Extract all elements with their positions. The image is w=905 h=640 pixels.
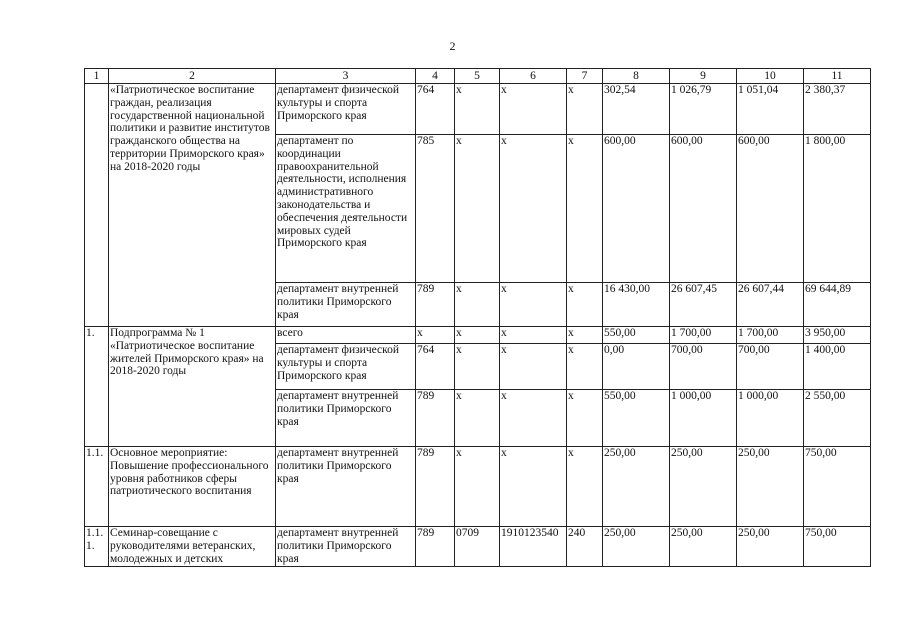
rzpr-cell: х <box>455 344 500 390</box>
year-2020-cell: 700,00 <box>737 344 804 390</box>
csr-cell: х <box>500 283 567 327</box>
csr-cell: х <box>500 447 567 527</box>
year-2018-cell: 250,00 <box>603 447 670 527</box>
year-2019-cell: 250,00 <box>670 527 737 567</box>
header-cell: 11 <box>804 69 871 84</box>
kvsr-cell: 764 <box>416 344 455 390</box>
header-cell: 5 <box>455 69 500 84</box>
year-2019-cell: 700,00 <box>670 344 737 390</box>
header-cell: 4 <box>416 69 455 84</box>
item-name-cell: Семинар-совещание с руководителями ветеранских, молодежных и детских <box>109 527 276 567</box>
rzpr-cell: х <box>455 447 500 527</box>
rzpr-cell: х <box>455 390 500 447</box>
executor-cell: департамент по координации правоохранительной деятельности, исполнения административного законодательства и обеспечения деятельности мировых судей Приморского края <box>276 135 416 283</box>
vr-cell: х <box>567 327 603 344</box>
csr-cell: х <box>500 327 567 344</box>
executor-cell: департамент физической культуры и спорта Приморского края <box>276 344 416 390</box>
executor-cell: департамент внутренней политики Приморского края <box>276 390 416 447</box>
item-name-cell: «Патриотическое воспитание граждан, реализация государственной национальной политики и развитие институтов гражданского общества на территории Приморского края» на 2018-2020 годы <box>109 84 276 327</box>
item-name-cell: Основное мероприятие: Повышение профессионального уровня работников сферы патриотического воспитания <box>109 447 276 527</box>
csr-cell: х <box>500 390 567 447</box>
header-row <box>85 69 871 84</box>
table-body <box>85 84 871 567</box>
item-code-cell: 1. <box>85 327 109 447</box>
year-2019-cell: 250,00 <box>670 447 737 527</box>
header-cell: 3 <box>276 69 416 84</box>
total-cell: 1 400,00 <box>804 344 871 390</box>
executor-cell: департамент физической культуры и спорта Приморского края <box>276 84 416 135</box>
budget-table <box>84 68 871 567</box>
executor-cell: департамент внутренней политики Приморского края <box>276 283 416 327</box>
total-cell: 750,00 <box>804 527 871 567</box>
year-2020-cell: 250,00 <box>737 447 804 527</box>
csr-cell: х <box>500 135 567 283</box>
header-cell: 6 <box>500 69 567 84</box>
total-cell: 2 380,37 <box>804 84 871 135</box>
year-2020-cell: 600,00 <box>737 135 804 283</box>
executor-cell: департамент внутренней политики Приморского края <box>276 527 416 567</box>
table-row <box>85 527 871 567</box>
rzpr-cell: х <box>455 135 500 283</box>
vr-cell: х <box>567 344 603 390</box>
vr-cell: х <box>567 84 603 135</box>
header-cell: 1 <box>85 69 109 84</box>
rzpr-cell: х <box>455 327 500 344</box>
header-cell: 10 <box>737 69 804 84</box>
year-2020-cell: 1 000,00 <box>737 390 804 447</box>
csr-cell: х <box>500 344 567 390</box>
vr-cell: х <box>567 283 603 327</box>
year-2018-cell: 550,00 <box>603 327 670 344</box>
csr-cell: 1910123540 <box>500 527 567 567</box>
kvsr-cell: х <box>416 327 455 344</box>
table-row <box>85 327 871 344</box>
total-cell: 3 950,00 <box>804 327 871 344</box>
kvsr-cell: 789 <box>416 447 455 527</box>
header-cell: 7 <box>567 69 603 84</box>
item-code-cell <box>85 84 109 327</box>
item-name-cell: Подпрограмма № 1 «Патриотическое воспитание жителей Приморского края» на 2018-2020 годы <box>109 327 276 447</box>
year-2019-cell: 26 607,45 <box>670 283 737 327</box>
total-cell: 2 550,00 <box>804 390 871 447</box>
executor-cell: департамент внутренней политики Приморского края <box>276 447 416 527</box>
kvsr-cell: 789 <box>416 283 455 327</box>
year-2020-cell: 1 051,04 <box>737 84 804 135</box>
total-cell: 750,00 <box>804 447 871 527</box>
kvsr-cell: 764 <box>416 84 455 135</box>
table-row <box>85 84 871 135</box>
page-number: 2 <box>449 39 456 53</box>
vr-cell: 240 <box>567 527 603 567</box>
year-2019-cell: 1 700,00 <box>670 327 737 344</box>
year-2020-cell: 1 700,00 <box>737 327 804 344</box>
year-2018-cell: 16 430,00 <box>603 283 670 327</box>
header-cell: 8 <box>603 69 670 84</box>
header-cell: 9 <box>670 69 737 84</box>
vr-cell: х <box>567 390 603 447</box>
rzpr-cell: х <box>455 283 500 327</box>
year-2018-cell: 550,00 <box>603 390 670 447</box>
year-2020-cell: 26 607,44 <box>737 283 804 327</box>
year-2018-cell: 0,00 <box>603 344 670 390</box>
year-2019-cell: 1 000,00 <box>670 390 737 447</box>
total-cell: 1 800,00 <box>804 135 871 283</box>
csr-cell: х <box>500 84 567 135</box>
year-2019-cell: 600,00 <box>670 135 737 283</box>
year-2018-cell: 302,54 <box>603 84 670 135</box>
item-code-cell: 1.1. <box>85 447 109 527</box>
executor-cell: всего <box>276 327 416 344</box>
kvsr-cell: 785 <box>416 135 455 283</box>
kvsr-cell: 789 <box>416 527 455 567</box>
year-2018-cell: 600,00 <box>603 135 670 283</box>
rzpr-cell: х <box>455 84 500 135</box>
vr-cell: х <box>567 447 603 527</box>
vr-cell: х <box>567 135 603 283</box>
item-code-cell: 1.1.1. <box>85 527 109 567</box>
year-2020-cell: 250,00 <box>737 527 804 567</box>
kvsr-cell: 789 <box>416 390 455 447</box>
year-2019-cell: 1 026,79 <box>670 84 737 135</box>
header-cell: 2 <box>109 69 276 84</box>
table-row <box>85 447 871 527</box>
rzpr-cell: 0709 <box>455 527 500 567</box>
total-cell: 69 644,89 <box>804 283 871 327</box>
year-2018-cell: 250,00 <box>603 527 670 567</box>
